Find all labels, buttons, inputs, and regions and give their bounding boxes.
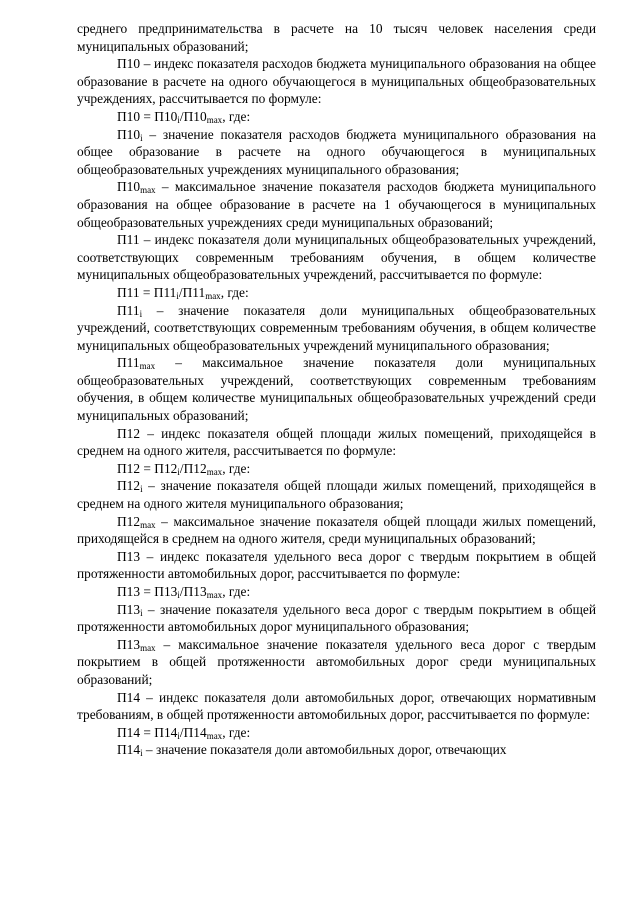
paragraph (77, 302, 596, 355)
formula-line (77, 108, 596, 126)
text-run: П10 (117, 126, 141, 142)
subscript-text: i (177, 590, 180, 600)
text-run: П13 = П13 (117, 584, 178, 599)
text-run: /П11 (178, 284, 206, 300)
formula-line (77, 724, 596, 742)
text-run: – значение показателя удельного веса дорог с твердым покрытием в общей протяженности автомобильных дорог муниципального образования; (77, 601, 596, 635)
text-run: – максимальное значение показателя доли муниципальных общеобразовательных учреждений, соответствующих современным требованиям обучения, в общем количестве муниципальных общеобразовательных учреждений среди муниципальных образований; (77, 355, 596, 424)
text-run: П11 = П11 (117, 284, 177, 300)
text-run: П12 (117, 478, 141, 494)
paragraph (77, 548, 596, 583)
text-run: , где: (222, 724, 251, 740)
text-run: – максимальное значение показателя удельного веса дорог с твердым покрытием в общей протяженности автомобильных дорог среди муниципальных образований; (77, 636, 596, 687)
text-run: П11 (117, 355, 140, 371)
text-run: П10 = П10 (117, 108, 178, 124)
document-body (77, 20, 596, 759)
subscript-text: max (140, 519, 156, 530)
text-run: – значение показателя общей площади жилых помещений, приходящейся в среднем на одного жителя муниципального образования; (77, 478, 596, 512)
subscript-text: i (140, 484, 143, 495)
paragraph (77, 601, 596, 636)
subscript-text: i (140, 748, 143, 759)
text-run: П14 = П14 (117, 724, 178, 740)
text-run: /П13 (179, 584, 207, 599)
subscript-text: i (140, 132, 143, 143)
paragraph (77, 741, 596, 759)
subscript-text: i (139, 308, 143, 319)
subscript-text: max (139, 361, 156, 372)
subscript-text: i (177, 730, 180, 741)
text-run: П12 – индекс показателя общей площади жилых помещений, приходящейся в среднем на одного жителя, рассчитывается по формуле: (77, 425, 596, 459)
subscript-text: max (205, 290, 221, 301)
paragraph (77, 477, 596, 512)
text-run: – значение показателя расходов бюджета муниципального образования на общее образование в расчете на одного обучающегося в муниципальных общеобразовательных учреждениях муниципального образования; (77, 126, 596, 177)
paragraph (77, 636, 596, 689)
text-run: П10 (117, 179, 141, 195)
text-run: среднего предпринимательства в расчете на 10 тысяч человек населения среди муниципальных образований; (77, 21, 596, 54)
text-run: П14 (117, 742, 141, 758)
subscript-text: max (140, 185, 156, 196)
paragraph (77, 126, 596, 179)
text-run: , где: (222, 460, 251, 476)
paragraph (77, 513, 596, 548)
text-run: /П14 (179, 724, 207, 740)
text-run: П10 – индекс показателя расходов бюджета муниципального образования на общее образование в расчете на одного обучающегося в муниципальных общеобразовательных учреждениях, рассчитывается по формуле: (77, 56, 596, 107)
subscript-text: max (140, 642, 156, 653)
paragraph (77, 20, 596, 55)
text-run: П12 = П12 (117, 460, 178, 476)
subscript-text: i (177, 466, 180, 477)
paragraph (77, 425, 596, 460)
paragraph (77, 689, 596, 724)
text-run: /П12 (179, 460, 207, 476)
subscript-text: max (206, 114, 223, 125)
subscript-text: i (176, 290, 179, 301)
paragraph (77, 231, 596, 284)
text-run: , где: (222, 108, 251, 124)
text-run: П11 – индекс показателя доли муниципальных общеобразовательных учреждений, соответствующих современным требованиям обучения, в общем количестве муниципальных общеобразовательных учреждений, рассчитывается по формуле: (77, 232, 596, 283)
text-run: – максимальное значение показателя общей площади жилых помещений, приходящейся в среднем на одного жителя, среди муниципальных образований; (77, 513, 596, 547)
text-run: П14 – индекс показателя доли автомобильных дорог, отвечающих нормативным требованиям, в общей протяженности автомобильных дорог, рассчитывается по формуле: (77, 689, 596, 723)
subscript-text: max (206, 730, 223, 741)
text-run: П13 (117, 601, 141, 617)
paragraph (77, 55, 596, 108)
subscript-text: i (140, 607, 143, 618)
text-run: П12 (117, 513, 141, 529)
formula-line (77, 583, 596, 601)
text-run: – значение показателя доли муниципальных общеобразовательных учреждений, соответствующих современным требованиям обучения, в общем количестве муниципальных общеобразовательных учреждений муниципального образования; (77, 302, 596, 353)
formula-line (77, 460, 596, 478)
text-run: – максимальное значение показателя расходов бюджета муниципального образования на общее образование в расчете на 1 обучающегося в муниципальных общеобразовательных учреждениях среди муниципальных образований; (77, 179, 596, 230)
paragraph (77, 354, 596, 424)
text-run: , где: (220, 284, 249, 300)
text-run: – значение показателя доли автомобильных дорог, отвечающих (142, 742, 507, 758)
text-run: , где: (222, 584, 251, 599)
paragraph (77, 178, 596, 231)
text-run: П11 (117, 302, 140, 318)
text-run: П13 (117, 636, 141, 652)
formula-line (77, 284, 596, 302)
subscript-text: max (206, 466, 223, 477)
text-run: /П10 (179, 108, 207, 124)
subscript-text: max (206, 590, 223, 600)
text-run: П13 – индекс показателя удельного веса дорог с твердым покрытием в общей протяженности автомобильных дорог, рассчитывается по формуле: (77, 548, 596, 582)
subscript-text: i (177, 114, 180, 125)
